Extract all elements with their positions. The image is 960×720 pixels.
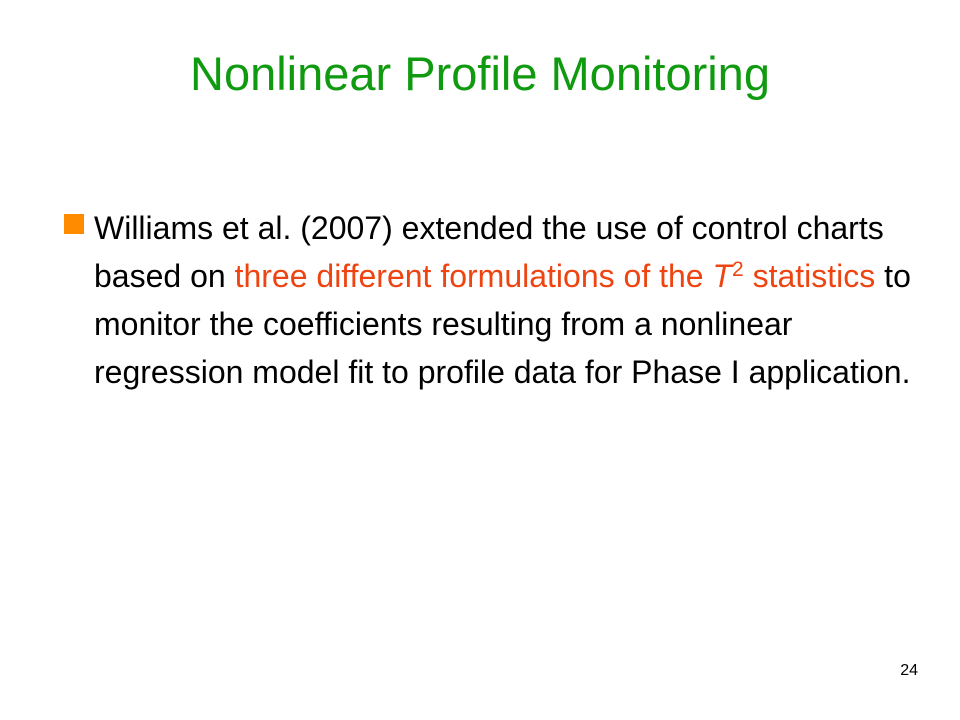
highlighted-phrase xyxy=(235,258,876,294)
highlight-pre: three different formulations of the xyxy=(234,258,713,294)
bullet-text xyxy=(94,204,914,396)
t-superscript: 2 xyxy=(732,258,744,281)
square-bullet-icon xyxy=(64,214,84,234)
bullet-text-after: to monitor the coefficients resulting from a nonlinear regression model fit to profile data for Phase I application. xyxy=(94,258,911,390)
highlight-post: statistics xyxy=(743,258,876,294)
bullet-text-before: Williams et al. (2007) extended the use of control charts based on xyxy=(94,210,884,294)
page-number: 24 xyxy=(900,662,918,679)
slide-title: Nonlinear Profile Monitoring xyxy=(190,47,770,100)
t-symbol: T xyxy=(712,258,733,294)
